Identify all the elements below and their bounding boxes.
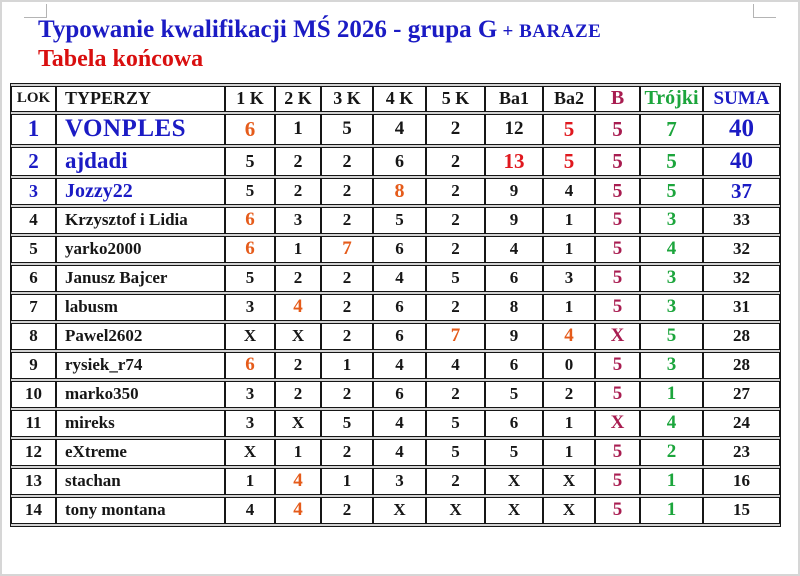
header-suma: SUMA: [703, 86, 780, 112]
5k-cell: 4: [426, 352, 485, 379]
title-block: [2, 2, 798, 74]
ba2-cell: 1: [543, 439, 595, 466]
ba1-cell: 13: [485, 147, 543, 176]
header-ba2: Ba2: [543, 86, 595, 112]
header-trojki: Trójki: [640, 86, 703, 112]
lok-cell: 11: [11, 410, 56, 437]
lok-cell: 5: [11, 236, 56, 263]
2k-cell: 2: [275, 178, 321, 205]
trojki-cell: 3: [640, 352, 703, 379]
table-row: [11, 439, 780, 466]
1k-cell: 3: [225, 381, 275, 408]
ba2-cell: 3: [543, 265, 595, 292]
typerzy-cell: Pawel2602: [56, 323, 225, 350]
suma-cell: 32: [703, 236, 780, 263]
trojki-cell: 4: [640, 410, 703, 437]
typerzy-cell: labusm: [56, 294, 225, 321]
1k-cell: 6: [225, 236, 275, 263]
1k-cell: X: [225, 439, 275, 466]
1k-cell: 6: [225, 207, 275, 234]
3k-cell: 2: [321, 439, 373, 466]
trojki-cell: 4: [640, 236, 703, 263]
table-row: [11, 236, 780, 263]
table-row: [11, 178, 780, 205]
typerzy-cell: tony montana: [56, 497, 225, 524]
header-b: B: [595, 86, 640, 112]
ba2-cell: X: [543, 497, 595, 524]
b-cell: 5: [595, 236, 640, 263]
ba1-cell: 9: [485, 207, 543, 234]
suma-cell: 16: [703, 468, 780, 495]
table-row: [11, 294, 780, 321]
4k-cell: 5: [373, 207, 426, 234]
suma-cell: 28: [703, 323, 780, 350]
trojki-cell: 1: [640, 468, 703, 495]
ba2-cell: 1: [543, 236, 595, 263]
typerzy-cell: ajdadi: [56, 147, 225, 176]
ba2-cell: 0: [543, 352, 595, 379]
table-row: [11, 497, 780, 524]
lok-cell: 2: [11, 147, 56, 176]
table-row: [11, 381, 780, 408]
typerzy-cell: marko350: [56, 381, 225, 408]
ba1-cell: 4: [485, 236, 543, 263]
typerzy-cell: mireks: [56, 410, 225, 437]
b-cell: 5: [595, 294, 640, 321]
suma-cell: 24: [703, 410, 780, 437]
header-3k: 3 K: [321, 86, 373, 112]
3k-cell: 2: [321, 147, 373, 176]
1k-cell: 4: [225, 497, 275, 524]
4k-cell: 8: [373, 178, 426, 205]
3k-cell: 2: [321, 294, 373, 321]
b-cell: X: [595, 323, 640, 350]
1k-cell: 1: [225, 468, 275, 495]
trojki-cell: 3: [640, 294, 703, 321]
ba1-cell: 5: [485, 381, 543, 408]
trojki-cell: 7: [640, 114, 703, 145]
suma-cell: 37: [703, 178, 780, 205]
5k-cell: 7: [426, 323, 485, 350]
typerzy-cell: VONPLES: [56, 114, 225, 145]
4k-cell: 6: [373, 147, 426, 176]
lok-cell: 12: [11, 439, 56, 466]
suma-cell: 40: [703, 114, 780, 145]
3k-cell: 7: [321, 236, 373, 263]
2k-cell: 2: [275, 352, 321, 379]
b-cell: 5: [595, 147, 640, 176]
3k-cell: 5: [321, 114, 373, 145]
b-cell: 5: [595, 352, 640, 379]
ba1-cell: 9: [485, 178, 543, 205]
2k-cell: 3: [275, 207, 321, 234]
header-row: [11, 86, 780, 112]
typerzy-cell: Jozzy22: [56, 178, 225, 205]
typerzy-cell: stachan: [56, 468, 225, 495]
suma-cell: 28: [703, 352, 780, 379]
ba2-cell: 1: [543, 207, 595, 234]
1k-cell: 5: [225, 178, 275, 205]
trojki-cell: 2: [640, 439, 703, 466]
3k-cell: 2: [321, 381, 373, 408]
lok-cell: 1: [11, 114, 56, 145]
typerzy-cell: rysiek_r74: [56, 352, 225, 379]
b-cell: 5: [595, 178, 640, 205]
table-row: [11, 410, 780, 437]
1k-cell: 5: [225, 265, 275, 292]
b-cell: 5: [595, 114, 640, 145]
3k-cell: 1: [321, 468, 373, 495]
4k-cell: 4: [373, 352, 426, 379]
lok-cell: 6: [11, 265, 56, 292]
4k-cell: 6: [373, 236, 426, 263]
5k-cell: 2: [426, 468, 485, 495]
3k-cell: 2: [321, 323, 373, 350]
table-row: [11, 147, 780, 176]
3k-cell: 1: [321, 352, 373, 379]
typerzy-cell: Janusz Bajcer: [56, 265, 225, 292]
ba1-cell: 6: [485, 352, 543, 379]
suma-cell: 31: [703, 294, 780, 321]
4k-cell: 4: [373, 410, 426, 437]
5k-cell: 2: [426, 294, 485, 321]
crop-mark-top-right: [753, 4, 776, 18]
suma-cell: 23: [703, 439, 780, 466]
5k-cell: 5: [426, 265, 485, 292]
1k-cell: X: [225, 323, 275, 350]
5k-cell: 2: [426, 178, 485, 205]
page-title-main: Typowanie kwalifikacji MŚ 2026 - grupa G: [38, 16, 498, 43]
b-cell: 5: [595, 439, 640, 466]
table-row: [11, 207, 780, 234]
b-cell: 5: [595, 265, 640, 292]
4k-cell: 6: [373, 294, 426, 321]
header-4k: 4 K: [373, 86, 426, 112]
trojki-cell: 5: [640, 147, 703, 176]
2k-cell: 4: [275, 497, 321, 524]
3k-cell: 2: [321, 207, 373, 234]
5k-cell: 2: [426, 236, 485, 263]
5k-cell: 2: [426, 381, 485, 408]
b-cell: 5: [595, 468, 640, 495]
page-subtitle: Tabela końcowa: [38, 46, 204, 72]
2k-cell: 2: [275, 381, 321, 408]
trojki-cell: 1: [640, 497, 703, 524]
ba1-cell: X: [485, 497, 543, 524]
header-2k: 2 K: [275, 86, 321, 112]
header-typerzy: TYPERZY: [56, 86, 225, 112]
header-1k: 1 K: [225, 86, 275, 112]
ba1-cell: 8: [485, 294, 543, 321]
table-row: [11, 265, 780, 292]
lok-cell: 14: [11, 497, 56, 524]
page-title: [38, 15, 798, 45]
suma-cell: 33: [703, 207, 780, 234]
5k-cell: X: [426, 497, 485, 524]
ba2-cell: 5: [543, 147, 595, 176]
page-title-suffix: + BARAZE: [497, 21, 602, 42]
lok-cell: 7: [11, 294, 56, 321]
4k-cell: 3: [373, 468, 426, 495]
header-ba1: Ba1: [485, 86, 543, 112]
suma-cell: 40: [703, 147, 780, 176]
trojki-cell: 3: [640, 207, 703, 234]
lok-cell: 9: [11, 352, 56, 379]
2k-cell: 2: [275, 147, 321, 176]
1k-cell: 6: [225, 114, 275, 145]
2k-cell: 1: [275, 236, 321, 263]
ba1-cell: 12: [485, 114, 543, 145]
ba1-cell: 5: [485, 439, 543, 466]
2k-cell: 4: [275, 294, 321, 321]
1k-cell: 3: [225, 294, 275, 321]
2k-cell: 1: [275, 114, 321, 145]
b-cell: 5: [595, 381, 640, 408]
ba2-cell: 1: [543, 294, 595, 321]
ba1-cell: 6: [485, 265, 543, 292]
b-cell: 5: [595, 207, 640, 234]
trojki-cell: 5: [640, 323, 703, 350]
ba2-cell: 5: [543, 114, 595, 145]
lok-cell: 8: [11, 323, 56, 350]
4k-cell: 4: [373, 114, 426, 145]
crop-mark-top-left: [24, 4, 47, 18]
3k-cell: 2: [321, 497, 373, 524]
table-row: [11, 323, 780, 350]
4k-cell: 6: [373, 323, 426, 350]
table-body: [11, 114, 780, 524]
typerzy-cell: eXtreme: [56, 439, 225, 466]
table-row: [11, 114, 780, 145]
4k-cell: 4: [373, 439, 426, 466]
b-cell: X: [595, 410, 640, 437]
ba1-cell: X: [485, 468, 543, 495]
ba2-cell: 4: [543, 178, 595, 205]
3k-cell: 2: [321, 178, 373, 205]
2k-cell: 4: [275, 468, 321, 495]
trojki-cell: 5: [640, 178, 703, 205]
ba2-cell: 2: [543, 381, 595, 408]
5k-cell: 5: [426, 410, 485, 437]
2k-cell: X: [275, 323, 321, 350]
3k-cell: 2: [321, 265, 373, 292]
ba2-cell: 1: [543, 410, 595, 437]
header-lok: LOK: [11, 86, 56, 112]
ba2-cell: X: [543, 468, 595, 495]
2k-cell: 1: [275, 439, 321, 466]
1k-cell: 6: [225, 352, 275, 379]
table-row: [11, 468, 780, 495]
lok-cell: 13: [11, 468, 56, 495]
4k-cell: X: [373, 497, 426, 524]
typerzy-cell: yarko2000: [56, 236, 225, 263]
results-table: [10, 83, 781, 527]
5k-cell: 2: [426, 114, 485, 145]
table-row: [11, 352, 780, 379]
suma-cell: 27: [703, 381, 780, 408]
trojki-cell: 3: [640, 265, 703, 292]
4k-cell: 4: [373, 265, 426, 292]
suma-cell: 15: [703, 497, 780, 524]
lok-cell: 10: [11, 381, 56, 408]
ba1-cell: 9: [485, 323, 543, 350]
lok-cell: 4: [11, 207, 56, 234]
3k-cell: 5: [321, 410, 373, 437]
1k-cell: 3: [225, 410, 275, 437]
trojki-cell: 1: [640, 381, 703, 408]
5k-cell: 5: [426, 439, 485, 466]
ba1-cell: 6: [485, 410, 543, 437]
lok-cell: 3: [11, 178, 56, 205]
5k-cell: 2: [426, 147, 485, 176]
header-5k: 5 K: [426, 86, 485, 112]
table-header: [11, 86, 780, 112]
b-cell: 5: [595, 497, 640, 524]
4k-cell: 6: [373, 381, 426, 408]
2k-cell: X: [275, 410, 321, 437]
ba2-cell: 4: [543, 323, 595, 350]
typerzy-cell: Krzysztof i Lidia: [56, 207, 225, 234]
5k-cell: 2: [426, 207, 485, 234]
1k-cell: 5: [225, 147, 275, 176]
suma-cell: 32: [703, 265, 780, 292]
2k-cell: 2: [275, 265, 321, 292]
